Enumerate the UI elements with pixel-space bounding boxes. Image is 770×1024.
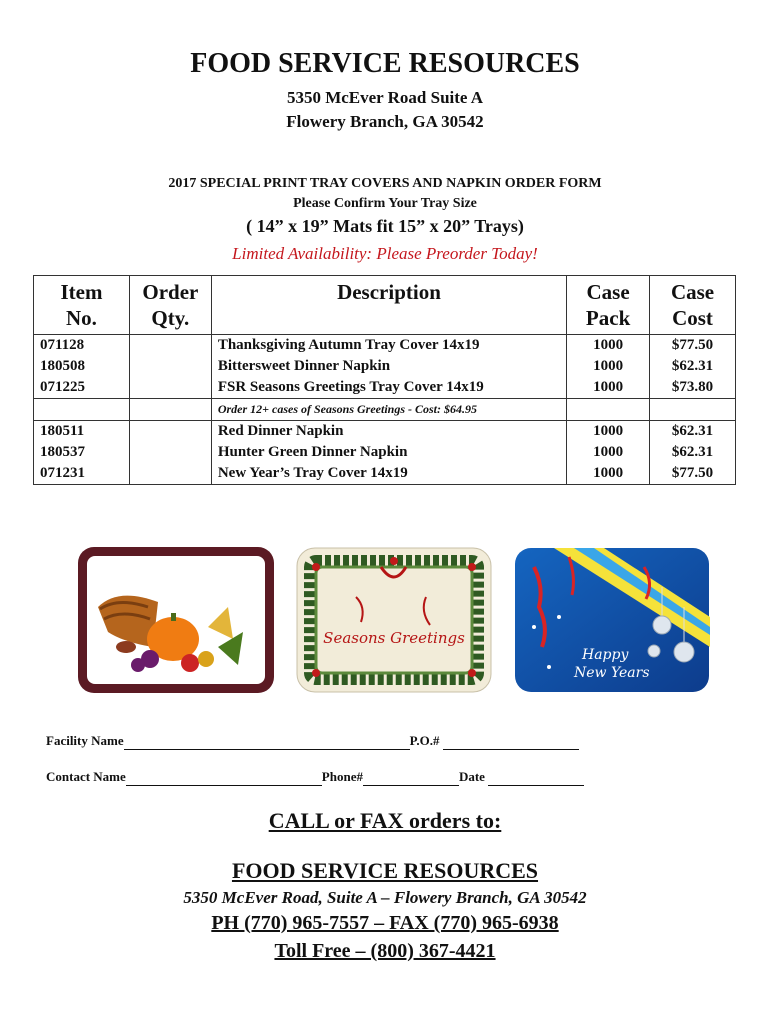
order-qty-input[interactable]: [129, 356, 211, 377]
phone-fax: PH (770) 965-7557 – FAX (770) 965-6938: [211, 912, 559, 934]
order-table: [33, 275, 736, 485]
facility-name-label: Facility Name: [46, 733, 124, 748]
order-qty-input[interactable]: [129, 377, 211, 399]
case-pack: 1000: [567, 377, 650, 399]
description: Red Dinner Napkin: [211, 421, 566, 443]
mats-note: ( 14” x 19” Mats fit 15” x 20” Trays): [246, 216, 524, 236]
cornucopia-illustration: [78, 547, 274, 693]
address-line-2: Flowery Branch, GA 30542: [286, 112, 484, 131]
contact-row: [46, 769, 584, 786]
footer-address: 5350 McEver Road, Suite A – Flowery Branch, GA 30542: [183, 888, 587, 907]
table-row: [34, 442, 736, 463]
case-pack: 1000: [567, 421, 650, 443]
item-no: 071225: [34, 377, 130, 399]
item-no: 180537: [34, 442, 130, 463]
facility-name-field[interactable]: [124, 733, 410, 750]
table-row: [34, 377, 736, 399]
thanksgiving-tray-image: [78, 547, 274, 693]
address-line-1: 5350 McEver Road Suite A: [286, 88, 484, 107]
description: Thanksgiving Autumn Tray Cover 14x19: [211, 335, 566, 357]
contact-name-label: Contact Name: [46, 769, 126, 784]
form-title: 2017 SPECIAL PRINT TRAY COVERS AND NAPKIN ORDER FORM: [168, 176, 602, 191]
item-no: 071231: [34, 463, 130, 485]
order-qty-input[interactable]: [129, 463, 211, 485]
table-row: [34, 356, 736, 377]
case-cost: $62.31: [650, 356, 736, 377]
toll-free: Toll Free – (800) 367-4421: [274, 940, 496, 962]
facility-row: [46, 733, 579, 750]
header-description: Description: [211, 276, 566, 335]
limited-availability: Limited Availability: Please Preorder Today!: [232, 244, 538, 263]
footer-company: FOOD SERVICE RESOURCES: [231, 858, 539, 883]
new-year-illustration: [514, 547, 710, 693]
happy-text: Happy: [582, 647, 629, 663]
note-row: [34, 399, 736, 421]
order-qty-input[interactable]: [129, 335, 211, 357]
wreath-illustration: [296, 547, 492, 693]
po-field[interactable]: [443, 733, 579, 750]
table-row: [34, 335, 736, 357]
order-qty-input[interactable]: [129, 421, 211, 443]
date-label: Date: [458, 769, 485, 784]
case-cost: $73.80: [650, 377, 736, 399]
call-or-fax-heading: CALL or FAX orders to:: [268, 808, 502, 833]
description: New Year’s Tray Cover 14x19: [211, 463, 566, 485]
date-field[interactable]: [488, 769, 584, 786]
seasons-greetings-tray-image: [296, 547, 492, 693]
case-cost: $77.50: [650, 335, 736, 357]
description: FSR Seasons Greetings Tray Cover 14x19: [211, 377, 566, 399]
new-years-text: New Years: [574, 665, 650, 681]
contact-name-field[interactable]: [126, 769, 322, 786]
table-row: [34, 463, 736, 485]
description: Hunter Green Dinner Napkin: [211, 442, 566, 463]
new-year-tray-image: [514, 547, 710, 693]
phone-label: Phone#: [321, 769, 363, 784]
header-case-pack: Case Pack: [567, 276, 650, 335]
description: Bittersweet Dinner Napkin: [211, 356, 566, 377]
table-header-row: [34, 276, 736, 335]
item-no: 180511: [34, 421, 130, 443]
case-cost: $62.31: [650, 442, 736, 463]
phone-field[interactable]: [363, 769, 459, 786]
case-pack: 1000: [567, 335, 650, 357]
header-item-no: Item No.: [34, 276, 130, 335]
case-pack: 1000: [567, 463, 650, 485]
po-label: P.O.#: [409, 733, 440, 748]
confirm-tray-size: Please Confirm Your Tray Size: [293, 196, 477, 211]
case-pack: 1000: [567, 442, 650, 463]
order-qty-input[interactable]: [129, 442, 211, 463]
company-title: FOOD SERVICE RESOURCES: [190, 48, 580, 79]
item-no: 071128: [34, 335, 130, 357]
header-case-cost: Case Cost: [650, 276, 736, 335]
table-row: [34, 421, 736, 443]
seasons-greetings-text: Seasons Greetings: [323, 629, 465, 647]
case-cost: $62.31: [650, 421, 736, 443]
item-no: 180508: [34, 356, 130, 377]
case-pack: 1000: [567, 356, 650, 377]
case-cost: $77.50: [650, 463, 736, 485]
header-order-qty: Order Qty.: [129, 276, 211, 335]
bulk-order-note: Order 12+ cases of Seasons Greetings - Cost: $64.95: [211, 399, 566, 421]
